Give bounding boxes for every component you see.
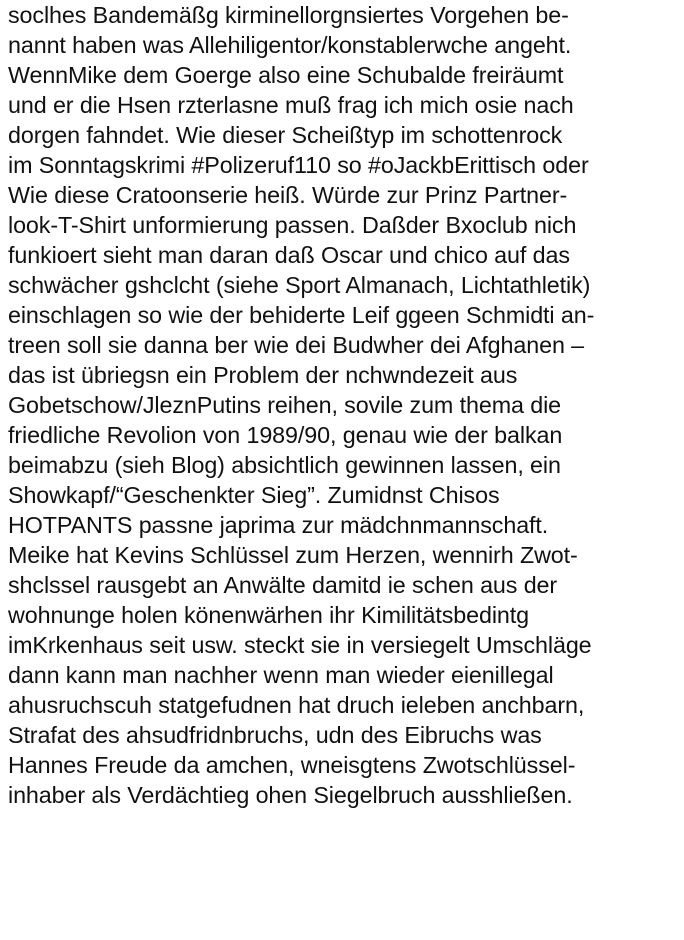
text-line: WennMike dem Goerge also eine Schubalde freiräumt <box>8 62 564 88</box>
text-line: Showkapf/“Geschenkter Sieg”. Zumidnst Chisos <box>8 482 500 508</box>
text-line: nannt haben was Allehiligentor/konstablerwche angeht. <box>8 32 572 58</box>
text-line: inhaber als Verdächtieg ohen Siegelbruch ausshließen. <box>8 782 573 808</box>
text-line: friedliche Revolion von 1989/90, genau wie der balkan <box>8 422 563 448</box>
text-line: dorgen fahndet. Wie dieser Scheißtyp im schottenrock <box>8 122 563 148</box>
text-line: das ist übriegsn ein Problem der nchwndezeit aus <box>8 362 518 388</box>
text-line: Strafat des ahsudfridnbruchs, udn des Eibruchs was <box>8 722 542 748</box>
text-line: shclssel rausgebt an Anwälte damitd ie schen aus der <box>8 572 558 598</box>
text-line: dann kann man nachher wenn man wieder eienillegal <box>8 662 554 688</box>
text-line: imKrkenhaus seit usw. steckt sie in versiegelt Umschläge <box>8 632 592 658</box>
text-line: Gobetschow/JleznPutins reihen, sovile zum thema die <box>8 392 562 418</box>
text-line: soclhes Bandemäßg kirminellorgnsiertes Vorgehen be- <box>8 2 569 28</box>
text-line: wohnunge holen könenwärhen ihr Kimilitätsbedintg <box>8 602 530 628</box>
text-line: Hannes Freude da amchen, wneisgtens Zwotschlüssel- <box>8 752 576 778</box>
text-line: treen soll sie danna ber wie dei Budwher dei Afghanen – <box>8 332 585 358</box>
text-line: schwächer gshclcht (siehe Sport Almanach, Lichtathletik) <box>8 272 591 298</box>
body-text <box>8 0 680 810</box>
text-line: und er die Hsen rzterlasne muß frag ich mich osie nach <box>8 92 574 118</box>
text-line: funkioert sieht man daran daß Oscar und chico auf das <box>8 242 570 268</box>
text-line: einschlagen so wie der behiderte Leif ggeen Schmidti an- <box>8 302 595 328</box>
text-line: Meike hat Kevins Schlüssel zum Herzen, wennirh Zwot- <box>8 542 578 568</box>
text-line: im Sonntagskrimi #Polizeruf110 so #oJackbErittisch oder <box>8 152 589 178</box>
text-line: ahusruchscuh statgefudnen hat druch ieleben anchbarn, <box>8 692 585 718</box>
text-line: beimabzu (sieh Blog) absichtlich gewinnen lassen, ein <box>8 452 561 478</box>
text-line: Wie diese Cratoonserie heiß. Würde zur Prinz Partner- <box>8 182 568 208</box>
text-line: look-T-Shirt unformierung passen. Daßder Bxoclub nich <box>8 212 577 238</box>
text-line: HOTPANTS passne japrima zur mädchnmannschaft. <box>8 512 549 538</box>
